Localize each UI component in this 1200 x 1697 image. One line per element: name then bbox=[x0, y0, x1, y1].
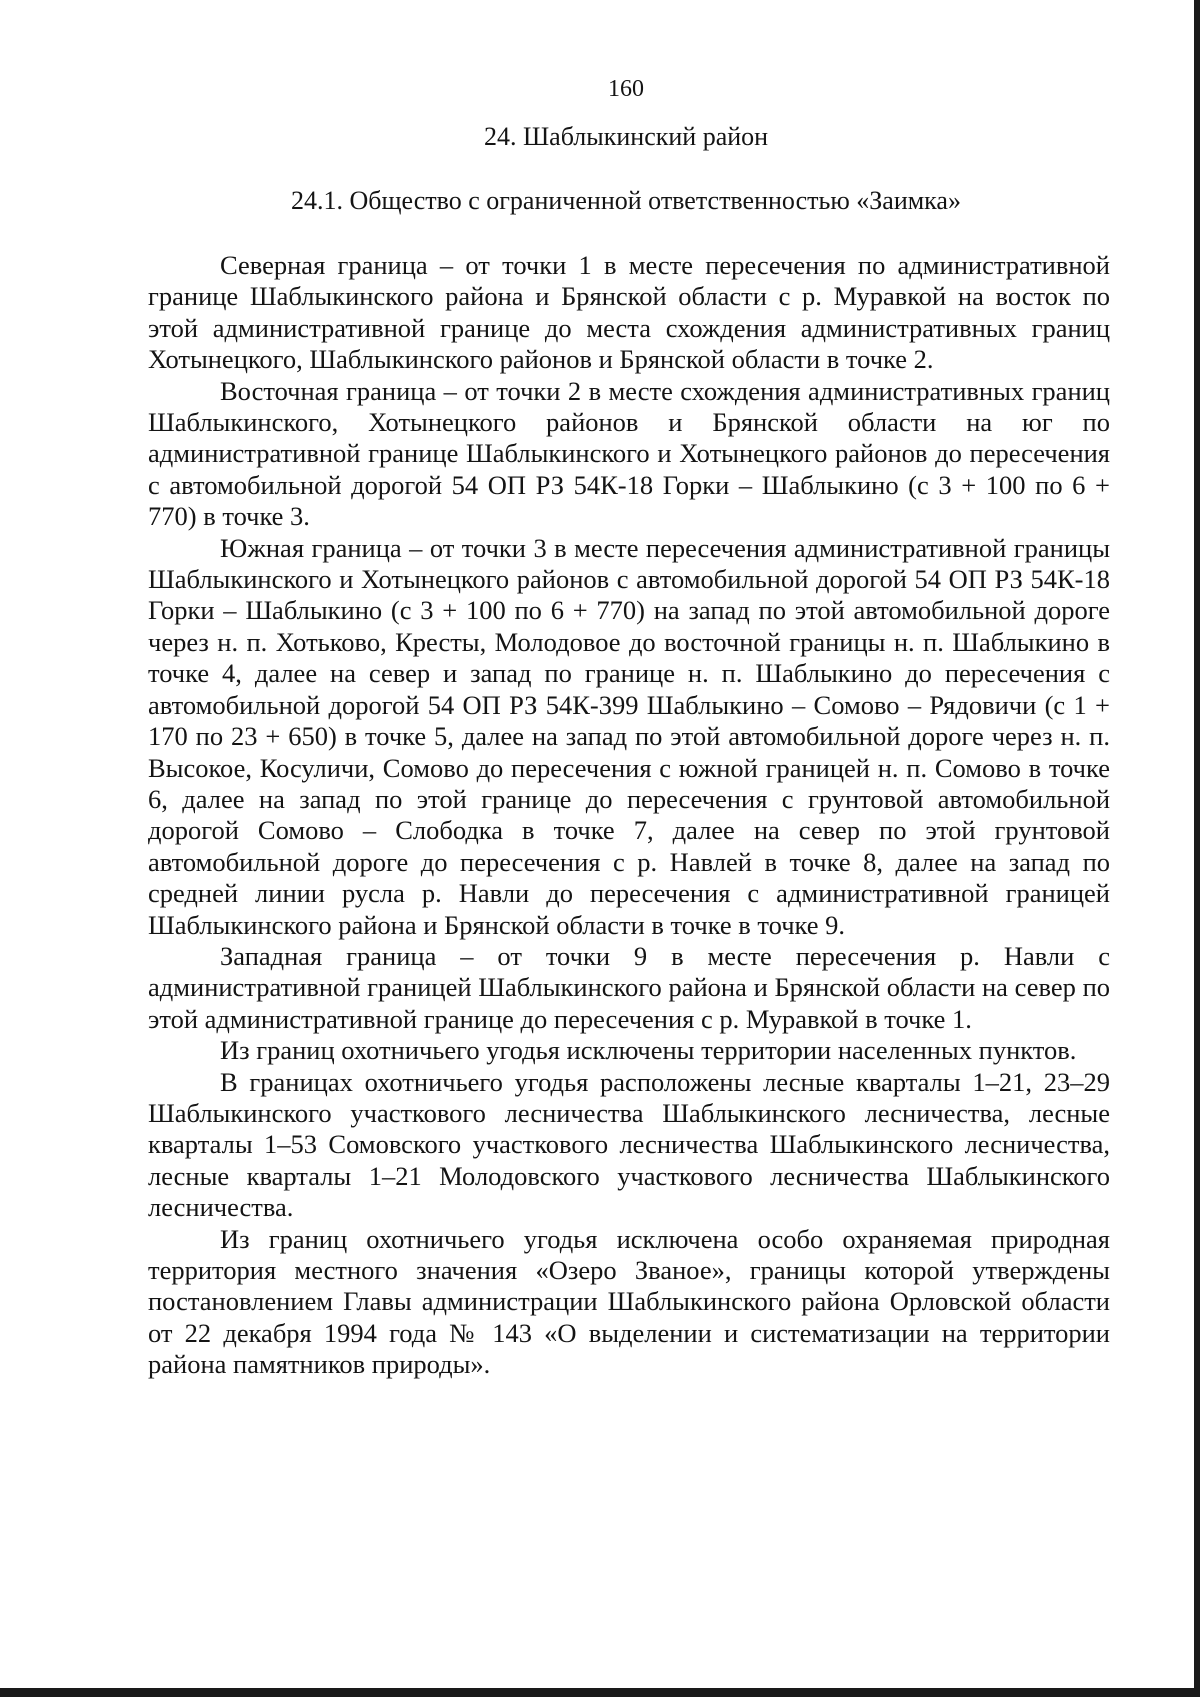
paragraph-excluded-settlements: Из границ охотничьего угодья исключены территории населенных пунктов. bbox=[220, 1035, 1077, 1066]
scan-edge-bottom bbox=[0, 1688, 1200, 1697]
paragraph-north-boundary: Северная граница – от точки 1 в месте пересечения по административной границе Шаблыкинского района и Брянской области с р. Муравкой на восток по этой административной границе до места схождения административных границ Хотынецкого, Шаблыкинского районов и Брянской области в точке 2. bbox=[148, 250, 1110, 375]
section-title: 24.1. Общество с ограниченной ответственностью «Заимка» bbox=[291, 186, 961, 215]
paragraph-protected-area: Из границ охотничьего угодья исключена особо охраняемая природная территория местного значения «Озеро Званое», границы которой утверждены постановлением Главы администрации Шаблыкинского района Орловской области от 22 декабря 1994 года № 143 «О выделении и систематизации на территории района памятников природы». bbox=[148, 1223, 1110, 1380]
document-body bbox=[148, 250, 1110, 1381]
paragraph-west-boundary: Западная граница – от точки 9 в месте пересечения р. Навли с административной границей Шаблыкинского района и Брянской области на север по этой административной границе до пересечения с р. Муравкой в точке 1. bbox=[148, 940, 1110, 1034]
page-number: 160 bbox=[608, 76, 644, 102]
paragraph-south-boundary: Южная граница – от точки 3 в месте пересечения административной границы Шаблыкинского и Хотынецкого районов с автомобильной дорогой 54 ОП РЗ 54К-18 Горки – Шаблыкино (с 3 + 100 по 6 + 770) на запад по этой автомобильной дороге через н. п. Хотьково, Кресты, Молодовое до восточной границы н. п. Шаблыкино в точке 4, далее на север и запад по границе н. п. Шаблыкино до пересечения с автомобильной дорогой 54 ОП РЗ 54К-399 Шаблыкино – Сомово – Рядовичи (с 1 + 170 по 23 + 650) в точке 5, далее на запад по этой автомобильной дороге через н. п. Высокое, Косуличи, Сомово до пересечения с южной границей н. п. Сомово в точке 6, далее на запад по этой границе до пересечения с грунтовой автомобильной дорогой Сомово – Слободка в точке 7, далее на север по этой грунтовой автомобильной дороге до пересечения с р. Навлей в точке 8, далее на запад по средней линии русла р. Навли до пересечения с административной границей Шаблыкинского района и Брянской области в точке в точке 9. bbox=[148, 532, 1110, 940]
district-title: 24. Шаблыкинский район bbox=[483, 122, 769, 151]
paragraph-forest-quarters: В границах охотничьего угодья расположены лесные кварталы 1–21, 23–29 Шаблыкинского участкового лесничества Шаблыкинского лесничества, лесные кварталы 1–53 Сомовского участкового лесничества Шаблыкинского лесничества, лесные кварталы 1–21 Молодовского участкового лесничества Шаблыкинского лесничества. bbox=[148, 1066, 1110, 1223]
scan-edge-right bbox=[1194, 0, 1200, 1697]
paragraph-east-boundary: Восточная граница – от точки 2 в месте схождения административных границ Шаблыкинского, Хотынецкого районов и Брянской области на юг по административной границе Шаблыкинского и Хотынецкого районов до пересечения с автомобильной дорогой 54 ОП РЗ 54К-18 Горки – Шаблыкино (с 3 + 100 по 6 + 770) в точке 3. bbox=[148, 375, 1110, 532]
